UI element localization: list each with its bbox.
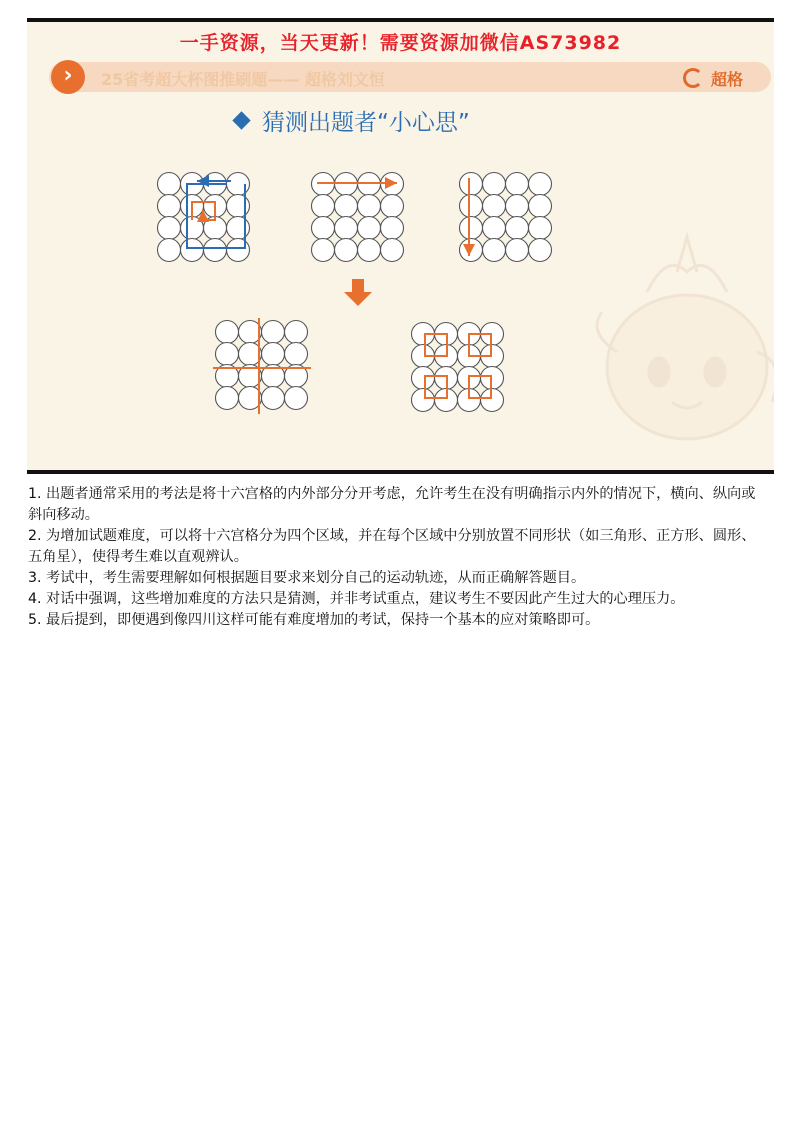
grid-circle bbox=[381, 239, 404, 262]
grid-circle bbox=[227, 173, 250, 196]
grid-circle bbox=[262, 343, 285, 366]
grid-circle bbox=[227, 217, 250, 240]
mascot-icon bbox=[597, 237, 774, 439]
note-item: 5. 最后提到，即便遇到像四川这样可能有难度增加的考试，保持一个基本的应对策略即可。 bbox=[28, 612, 600, 628]
grid-circle bbox=[460, 173, 483, 196]
grid-5-paths bbox=[425, 334, 491, 398]
summary-notes bbox=[28, 484, 768, 631]
note-item: 1. 出题者通常采用的考法是将十六宫格的内外部分分开考虑，允许考生在没有明确指示内外的情况下，横向、纵向或斜向移动。 bbox=[28, 486, 756, 523]
banner-title: 25省考超大杯图推刷题—— 超格刘文恒 bbox=[101, 70, 385, 89]
grid-circle bbox=[529, 217, 552, 240]
grid-circle bbox=[358, 217, 381, 240]
grid-2 bbox=[312, 173, 404, 262]
grid-diagrams bbox=[27, 22, 774, 470]
arrow-right-icon: › bbox=[51, 60, 85, 94]
grid-circle bbox=[483, 195, 506, 218]
grid-circle bbox=[381, 217, 404, 240]
grid-circle bbox=[312, 239, 335, 262]
grid-circle bbox=[181, 239, 204, 262]
grid-circle bbox=[216, 321, 239, 344]
grid-circle bbox=[312, 195, 335, 218]
grid-circle bbox=[262, 321, 285, 344]
grid-circle bbox=[216, 343, 239, 366]
grid-circle bbox=[529, 239, 552, 262]
brand-name: 超格 bbox=[710, 70, 743, 89]
grid-circle bbox=[506, 195, 529, 218]
grid-circle bbox=[227, 239, 250, 262]
grid-circle bbox=[358, 195, 381, 218]
grid-circle bbox=[483, 217, 506, 240]
grid-circle bbox=[262, 387, 285, 410]
grid-circle bbox=[483, 239, 506, 262]
grid-circle bbox=[335, 217, 358, 240]
slide-heading-text: 猜测出题者“小心思” bbox=[262, 110, 470, 136]
note-item: 3. 考试中，考生需要理解如何根据题目要求来划分自己的运动轨迹，从而正确解答题目。 bbox=[28, 570, 586, 586]
grid-circle bbox=[483, 173, 506, 196]
grid-circle bbox=[158, 173, 181, 196]
grid-circle bbox=[506, 239, 529, 262]
grid-circle bbox=[460, 195, 483, 218]
grid-circle bbox=[506, 217, 529, 240]
grid-circle bbox=[358, 239, 381, 262]
grid-3 bbox=[460, 173, 552, 262]
grid-circle bbox=[529, 195, 552, 218]
grid-circle bbox=[227, 195, 250, 218]
grid-circle bbox=[204, 239, 227, 262]
down-arrow-icon bbox=[344, 279, 372, 306]
grid-circle bbox=[335, 239, 358, 262]
grid-circle bbox=[412, 389, 435, 412]
grid-circle bbox=[381, 195, 404, 218]
grid-circle bbox=[312, 217, 335, 240]
grid-circle bbox=[506, 173, 529, 196]
grid-circle bbox=[285, 343, 308, 366]
grid-circle bbox=[460, 217, 483, 240]
grid-circle bbox=[335, 195, 358, 218]
watermark-text: 一手资源，当天更新！需要资源加微信AS73982 bbox=[179, 32, 622, 54]
note-item: 2. 为增加试题难度，可以将十六宫格分为四个区域，并在每个区域中分别放置不同形状（如三角形、正方形、圆形、五角星），使得考生难以直观辨认。 bbox=[28, 528, 756, 565]
note-item: 4. 对话中强调，这些增加难度的方法只是猜测，并非考试重点，建议考生不要因此产生过大的心理压力。 bbox=[28, 591, 685, 607]
grid-circle bbox=[285, 387, 308, 410]
grid-circle bbox=[158, 217, 181, 240]
grid-circle bbox=[216, 387, 239, 410]
grid-circle bbox=[412, 367, 435, 390]
slide-frame bbox=[27, 18, 774, 474]
grid-circle bbox=[158, 239, 181, 262]
grid-4 bbox=[216, 321, 308, 410]
grid-circle bbox=[158, 195, 181, 218]
grid-circle bbox=[285, 321, 308, 344]
grid-circle bbox=[529, 173, 552, 196]
grid-circle bbox=[460, 239, 483, 262]
